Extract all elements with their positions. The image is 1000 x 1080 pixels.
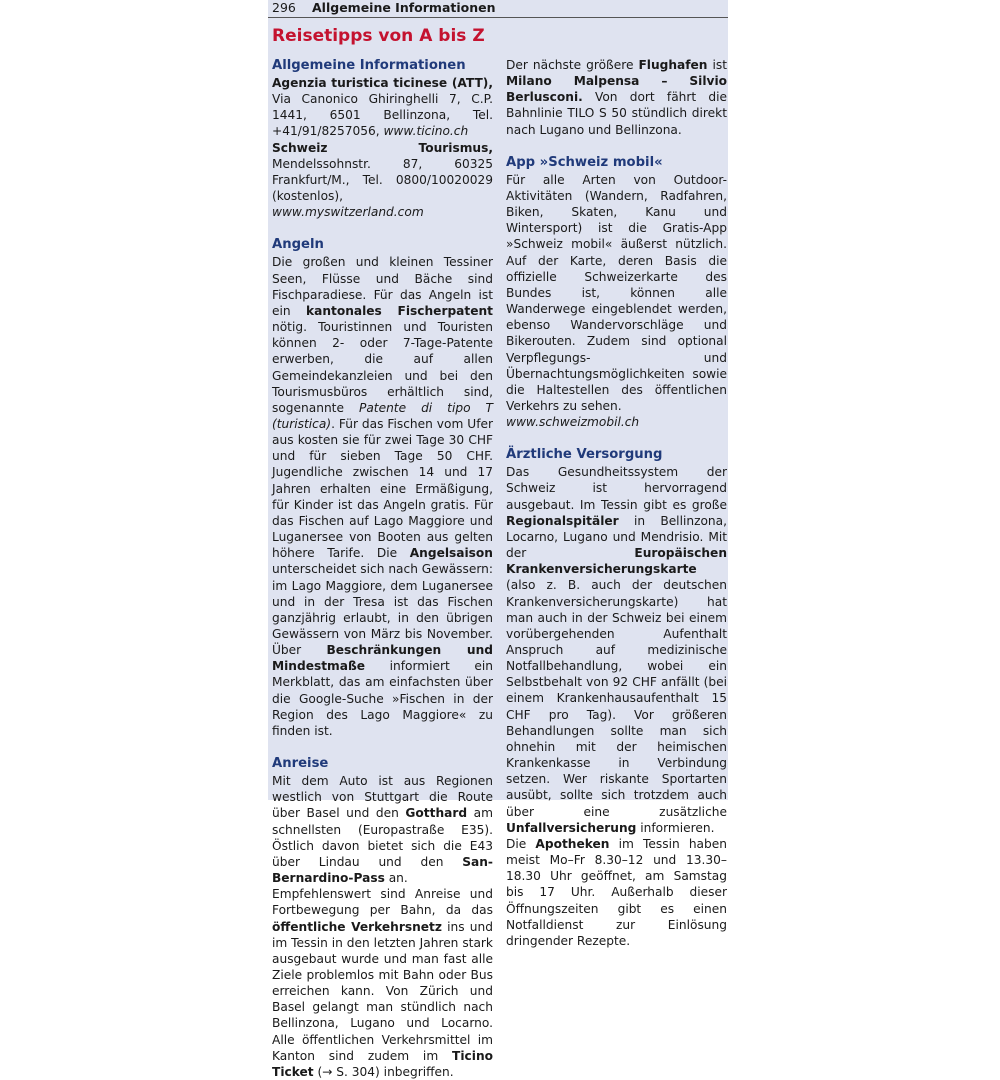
anreise-paragraph-airport: Der nächste größere Flughafen ist Milano Malpensa – Silvio Berlusconi. Von dort fährt die Bahnlinie TILO S 50 stündlich direkt nach Lugano und Bellinzona. [506, 58, 727, 137]
angeln-paragraph: Die großen und kleinen Tessiner Seen, Flüsse und Bäche sind Fischparadiese. Für das Angeln ist ein kantonales Fischerpatent nötig. Touristinnen und Touristen können 2- oder 7-Tage-Patente erwerben, die auf allen Gemeindekanzleien und bei den Tourismusbüros erhältlich sind, sogenannte Patente di tipo T (turistica). Für das Fischen vom Ufer aus kosten sie für zwei Tage 30 CHF und für sieben Tage 50 CHF. Jugendliche zwischen 14 und 17 Jahren erhalten eine Ermäßigung, für Kinder ist das Angeln gratis. Für das Fischen auf Lago Maggiore und Luganersee von Booten aus gelten höhere Tarife. Die Angelsaison unterscheidet sich nach Gewässern: im Lago Maggiore, dem Luganersee und in der Tresa ist das Fischen ganzjährig erlaubt, in den übrigen Gewässern von März bis November. Über Beschränkungen und Mindestmaße informiert ein Merkblatt, das am einfachsten über die Google-Suche »Fischen in der Region des Lago Maggiore« zu finden ist. [272, 255, 494, 738]
book-page [268, 0, 728, 1079]
apotheken-paragraph: Die Apotheken im Tessin haben meist Mo–Fr 8.30–12 und 13.30–18.30 Uhr geöffnet, am Samstag bis 17 Uhr. Außerhalb dieser Öffnungszeiten gibt es einen Notfalldienst zur Einlösung dringender Rezepte. [506, 836, 727, 948]
page-title: Reisetipps von A bis Z [272, 26, 485, 46]
left-column [272, 57, 493, 1080]
page-number: 296 [272, 0, 296, 15]
app-website-link[interactable]: www.schweizmobil.ch [506, 415, 640, 430]
att-contact: Agenzia turistica ticinese (ATT), Via Canonico Ghiringhelli 7, C.P. 1441, 6501 Bellinzona, Tel. +41/91/8257056, www.ticino.ch [272, 76, 493, 139]
running-title: Allgemeine Informationen [312, 0, 496, 15]
aerztlich-paragraph: Das Gesundheitssystem der Schweiz ist hervorragend ausgebaut. Im Tessin gibt es große Regionalspitäler in Bellinzona, Locarno, Lugano und Mendrisio. Mit der Europäischen Krankenversicherungskarte (also z. B. auch der deutschen Krankenversicherungskarte) hat man auch in der Schweiz bei einem vorübergehenden Aufenthalt Anspruch auf medizinische Notfallbehandlung, wobei ein Selbstbehalt von 92 CHF anfällt (bei einem Krankenhausaufenthalt 15 CHF pro Tag). Vor größeren Behandlungen sollte man sich ohnehin mit der heimischen Krankenkasse in Verbindung setzen. Wer riskante Sportarten ausübt, sollte sich trotzdem auch über eine zusätzliche Unfallversicherung informieren. [506, 465, 727, 835]
st-contact: Schweiz Tourismus, Mendelssohnstr. 87, 60325 Frankfurt/M., Tel. 0800/10020029 (kostenlos), www.myswitzerland.com [272, 140, 493, 220]
anreise-paragraph-car: Mit dem Auto ist aus Regionen westlich von Stuttgart die Route über Basel und den Gotthard am schnellsten (Europastraße E35). Östlich davon bietet sich die E43 über Lindau und den San-Bernardino-Pass an. [272, 774, 493, 886]
st-website-link[interactable]: www.myswitzerland.com [272, 205, 424, 220]
section-heading-anreise: Anreise [272, 756, 329, 772]
right-column [506, 57, 727, 949]
app-website [506, 414, 727, 430]
anreise-paragraph-rail: Empfehlenswert sind Anreise und Fortbewegung per Bahn, da das öffentliche Verkehrsnetz ins und im Tessin in den letzten Jahren stark ausgebaut wurde und man fast alle Ziele problemlos mit Bahn oder Bus erreichen kann. Von Zürich und Basel gelangt man stündlich nach Bellinzona, Lugano und Locarno. Alle öffentlichen Verkehrsmittel im Kanton sind zudem im Ticino Ticket (→ S. 304) inbegriffen. [272, 887, 493, 1079]
att-website-link[interactable]: www.ticino.ch [383, 124, 469, 139]
section-heading-angeln: Angeln [272, 237, 324, 253]
section-heading-app: App »Schweiz mobil« [506, 154, 663, 170]
app-paragraph: Für alle Arten von Outdoor-Aktivitäten (Wandern, Radfahren, Biken, Skaten, Kanu und Wintersport) ist die Gratis-App »Schweiz mobil« äußerst nützlich. Auf der Karte, deren Basis die offizielle Schweizerkarte des Bundes ist, können alle Wanderwege eingeblendet werden, ebenso Wandervorschläge und Bikerouten. Zudem sind optional Verpflegungs- und Übernachtungsmöglichkeiten sowie die Haltestellen des öffentlichen Verkehrs zu sehen. [506, 172, 727, 413]
running-header [268, 0, 728, 18]
section-heading-aerztlich: Ärztliche Versorgung [506, 447, 663, 463]
section-heading-allgemein: Allgemeine Informationen [272, 58, 466, 73]
